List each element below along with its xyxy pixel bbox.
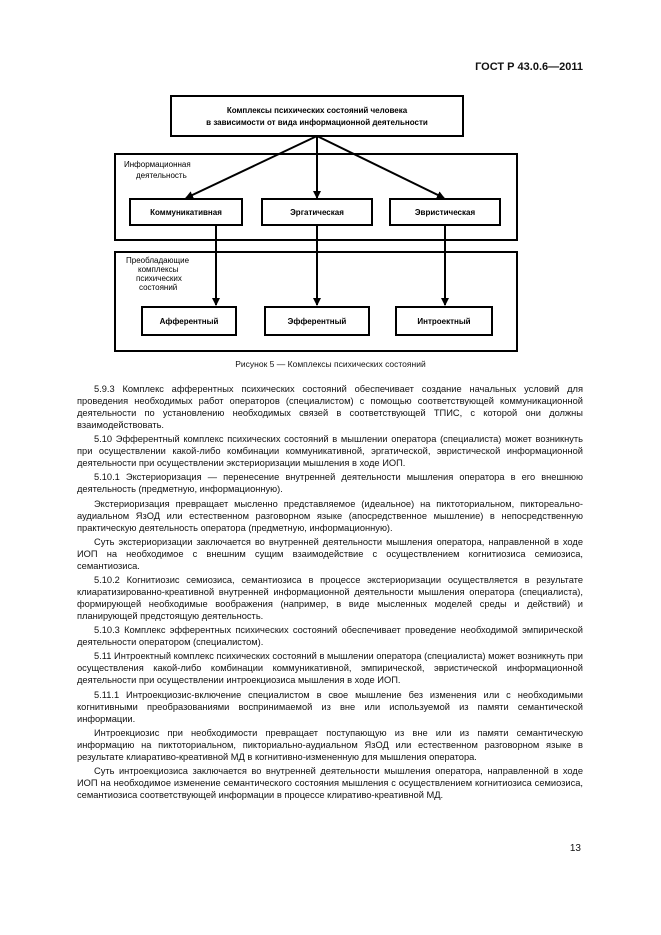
complex-group-label-line3: психических (136, 274, 182, 283)
root-box (171, 96, 463, 136)
figure-diagram (0, 0, 661, 360)
paragraph: Экстериоризация превращает мысленно представляемое (идеальное) на пиктоториальном, пиктореально-аудиальном ЯзОД или естественном разговорном языке (апосредственное мышление) в непосредственную практическую деятельность оператора (предметную, информационную). (77, 498, 583, 533)
complex-group-label-line2: комплексы (138, 265, 179, 274)
paragraph: 5.10.1 Экстериоризация — перенесение внутренней деятельности мышления оператора в его внешнюю деятельность (предметную, информационную). (77, 472, 583, 495)
paragraph: Интроекциозис при необходимости превращает поступающую из вне или из памяти семантическую информацию на пиктоториальном, пикториально-аудиальном ЯзОД или естественном разговорном языке в результате клиаративо-креативной МД в когнитивно-измененную для мышления оператора. (77, 727, 583, 762)
activity-group-label-line1: Информационная (124, 160, 191, 169)
complex-group-label-line4: состояний (139, 283, 178, 292)
complex-label-afferent: Афферентный (159, 317, 219, 326)
activity-label-communicative: Коммуникативная (150, 208, 222, 217)
paragraph: 5.11 Интроектный комплекс психических состояний в мышлении оператора (специалиста) может возникнуть при осуществления какой-либо комбинации коммуникативной, эмпирической, эвристической информационной деятельности при осуществлении интроекциозиса мышления в ходе ИОП. (77, 651, 583, 686)
arrow-root-to-communicative (186, 136, 317, 198)
paragraph: Суть экстериоризации заключается во внутренней деятельности мышления оператора, направленной в ходе ИОП на необходимое с внешним сущим взаимодействие с осуществлением когнитиозиса семиозиса, семантиозиса. (77, 536, 583, 571)
paragraph: 5.10.2 Когнитиозис семиозиса, семантиозиса в процессе экстериоризации осуществляется в результате клиаратизированно-креативной внутренней информационной деятельности мышления оператора (специалиста), формирующей необходимые воображения (например, в виде мысленных моделей среды и действий) и планирующей предстоящую деятельность. (77, 574, 583, 621)
figure-caption: Рисунок 5 — Комплексы психических состояний (235, 359, 426, 369)
document-code: ГОСТ Р 43.0.6—2011 (475, 61, 583, 73)
paragraph: 5.10 Эфферентный комплекс психических состояний в мышлении оператора (специалиста) может возникнуть при осуществлении какой-либо комбинации коммуникативной, эргатической, эвристической информационной деятельности при осуществлении экстериоризации мышления в ходе ИОП. (77, 434, 583, 469)
body-text (77, 383, 583, 803)
root-box-line1: Комплексы психических состояний человека (226, 106, 408, 115)
complex-label-introject: Интроектный (417, 317, 471, 326)
activity-label-heuristic: Эвристическая (414, 208, 476, 217)
complex-group-label-line1: Преобладающие (126, 256, 190, 265)
paragraph: Суть интроекциозиса заключается во внутренней деятельности мышления оператора, направленной в ходе ИОП на необходимое изменение семантического состояния мышления с осуществлением когнитиозиса семиозиса, семантиозиса соответствующей информации в процессе клиративо-креативной МД. (77, 765, 583, 800)
complex-label-efferent: Эфферентный (287, 317, 347, 326)
activity-label-ergatic: Эргатическая (290, 208, 344, 217)
activity-group-label-line2: деятельность (136, 171, 187, 180)
paragraph: 5.10.3 Комплекс эфферентных психических состояний обеспечивает проведение необходимой эмпирической деятельности оператором (специалистом). (77, 625, 583, 648)
page-number: 13 (569, 843, 581, 854)
paragraph: 5.11.1 Интроекциозис-включение специалистом в свое мышление без изменения или с необходимыми когнитивными преобразованиями воспринимаемой из вне или используемой из памяти семантической информации. (77, 689, 583, 724)
arrow-root-to-heuristic (317, 136, 444, 198)
root-box-line2: в зависимости от вида информационной деятельности (206, 118, 428, 127)
paragraph: 5.9.3 Комплекс афферентных психических состояний обеспечивает создание начальных условий для проведения необходимых работ операторов (специалистом) с помощью соответствующей коммуникационной деятельности по установлению необходимых связей в соответствующей ТПИС, с которой они должны взаимодействовать. (77, 384, 583, 430)
